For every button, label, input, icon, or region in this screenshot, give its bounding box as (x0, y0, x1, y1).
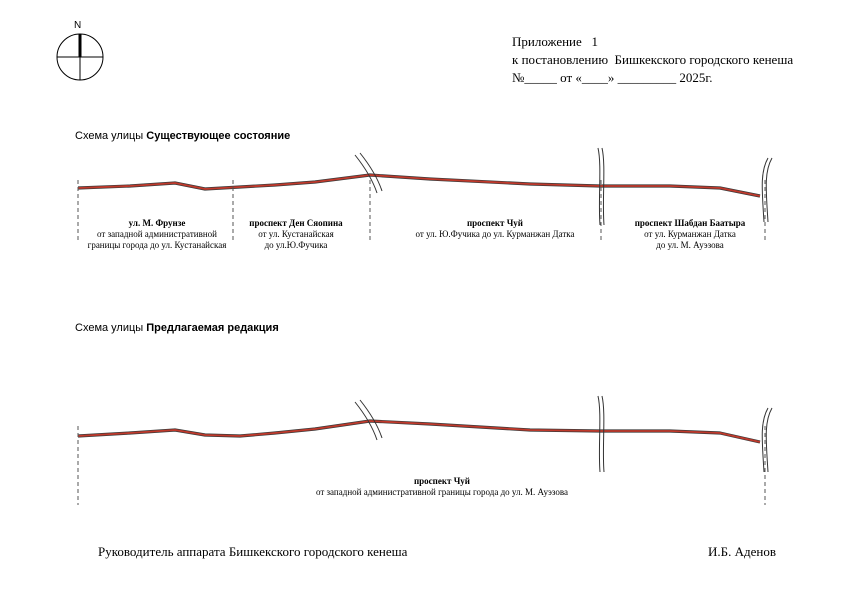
segment-label-densyaopin (211, 218, 381, 251)
segment-desc: от западной административной (97, 229, 217, 239)
appendix-title: Приложение 1 (512, 34, 599, 49)
resolution-reference: к постановлению Бишкекского городского кенеша (512, 52, 794, 67)
compass (55, 20, 105, 82)
proposed-scheme-title (75, 322, 279, 334)
segment-label-chuy (395, 218, 595, 240)
segment-desc: до ул.Ю.Фучика (264, 240, 328, 250)
segment-desc: от ул. Кустанайская (258, 229, 334, 239)
existing-street-line (78, 175, 760, 196)
segment-name: проспект Шабдан Баатыра (634, 218, 746, 228)
existing-title-prefix: Схема улицы (75, 130, 147, 142)
segment-name: проспект Чуй (413, 476, 470, 486)
compass-north-label: N (74, 20, 82, 31)
existing-scheme-title (75, 130, 290, 142)
segment-desc: от ул. Ю.Фучика до ул. Курманжан Датка (415, 229, 575, 239)
signatory-position: Руководитель аппарата Бишкекского городского кенеша (98, 544, 408, 559)
resolution-number-date: №_____ от «____» _________ 2025г. (512, 70, 713, 85)
segment-label-shabdan (605, 218, 775, 251)
proposed-street-line (78, 421, 760, 442)
segment-name: проспект Ден Сяопина (249, 218, 343, 228)
segment-desc: от ул. Курманжан Датка (644, 229, 736, 239)
proposed-title-prefix: Схема улицы (75, 322, 147, 334)
compass-rose-icon (55, 32, 105, 82)
segment-label-proposed-chuy (242, 476, 642, 498)
proposed-cross-streets (355, 396, 772, 472)
existing-cross-streets (355, 148, 772, 225)
segment-name: ул. М. Фрунзе (128, 218, 186, 228)
proposed-title-bold: Предлагаемая редакция (146, 322, 279, 334)
segment-desc: до ул. М. Ауэзова (656, 240, 724, 250)
segment-name: проспект Чуй (466, 218, 523, 228)
segment-desc: от западной административной границы города до ул. М. Ауэзова (315, 487, 569, 497)
segment-desc: границы города до ул. Кустанайская (87, 240, 227, 250)
existing-title-bold: Существующее состояние (146, 130, 291, 142)
signatory-name: И.Б. Аденов (708, 544, 776, 559)
